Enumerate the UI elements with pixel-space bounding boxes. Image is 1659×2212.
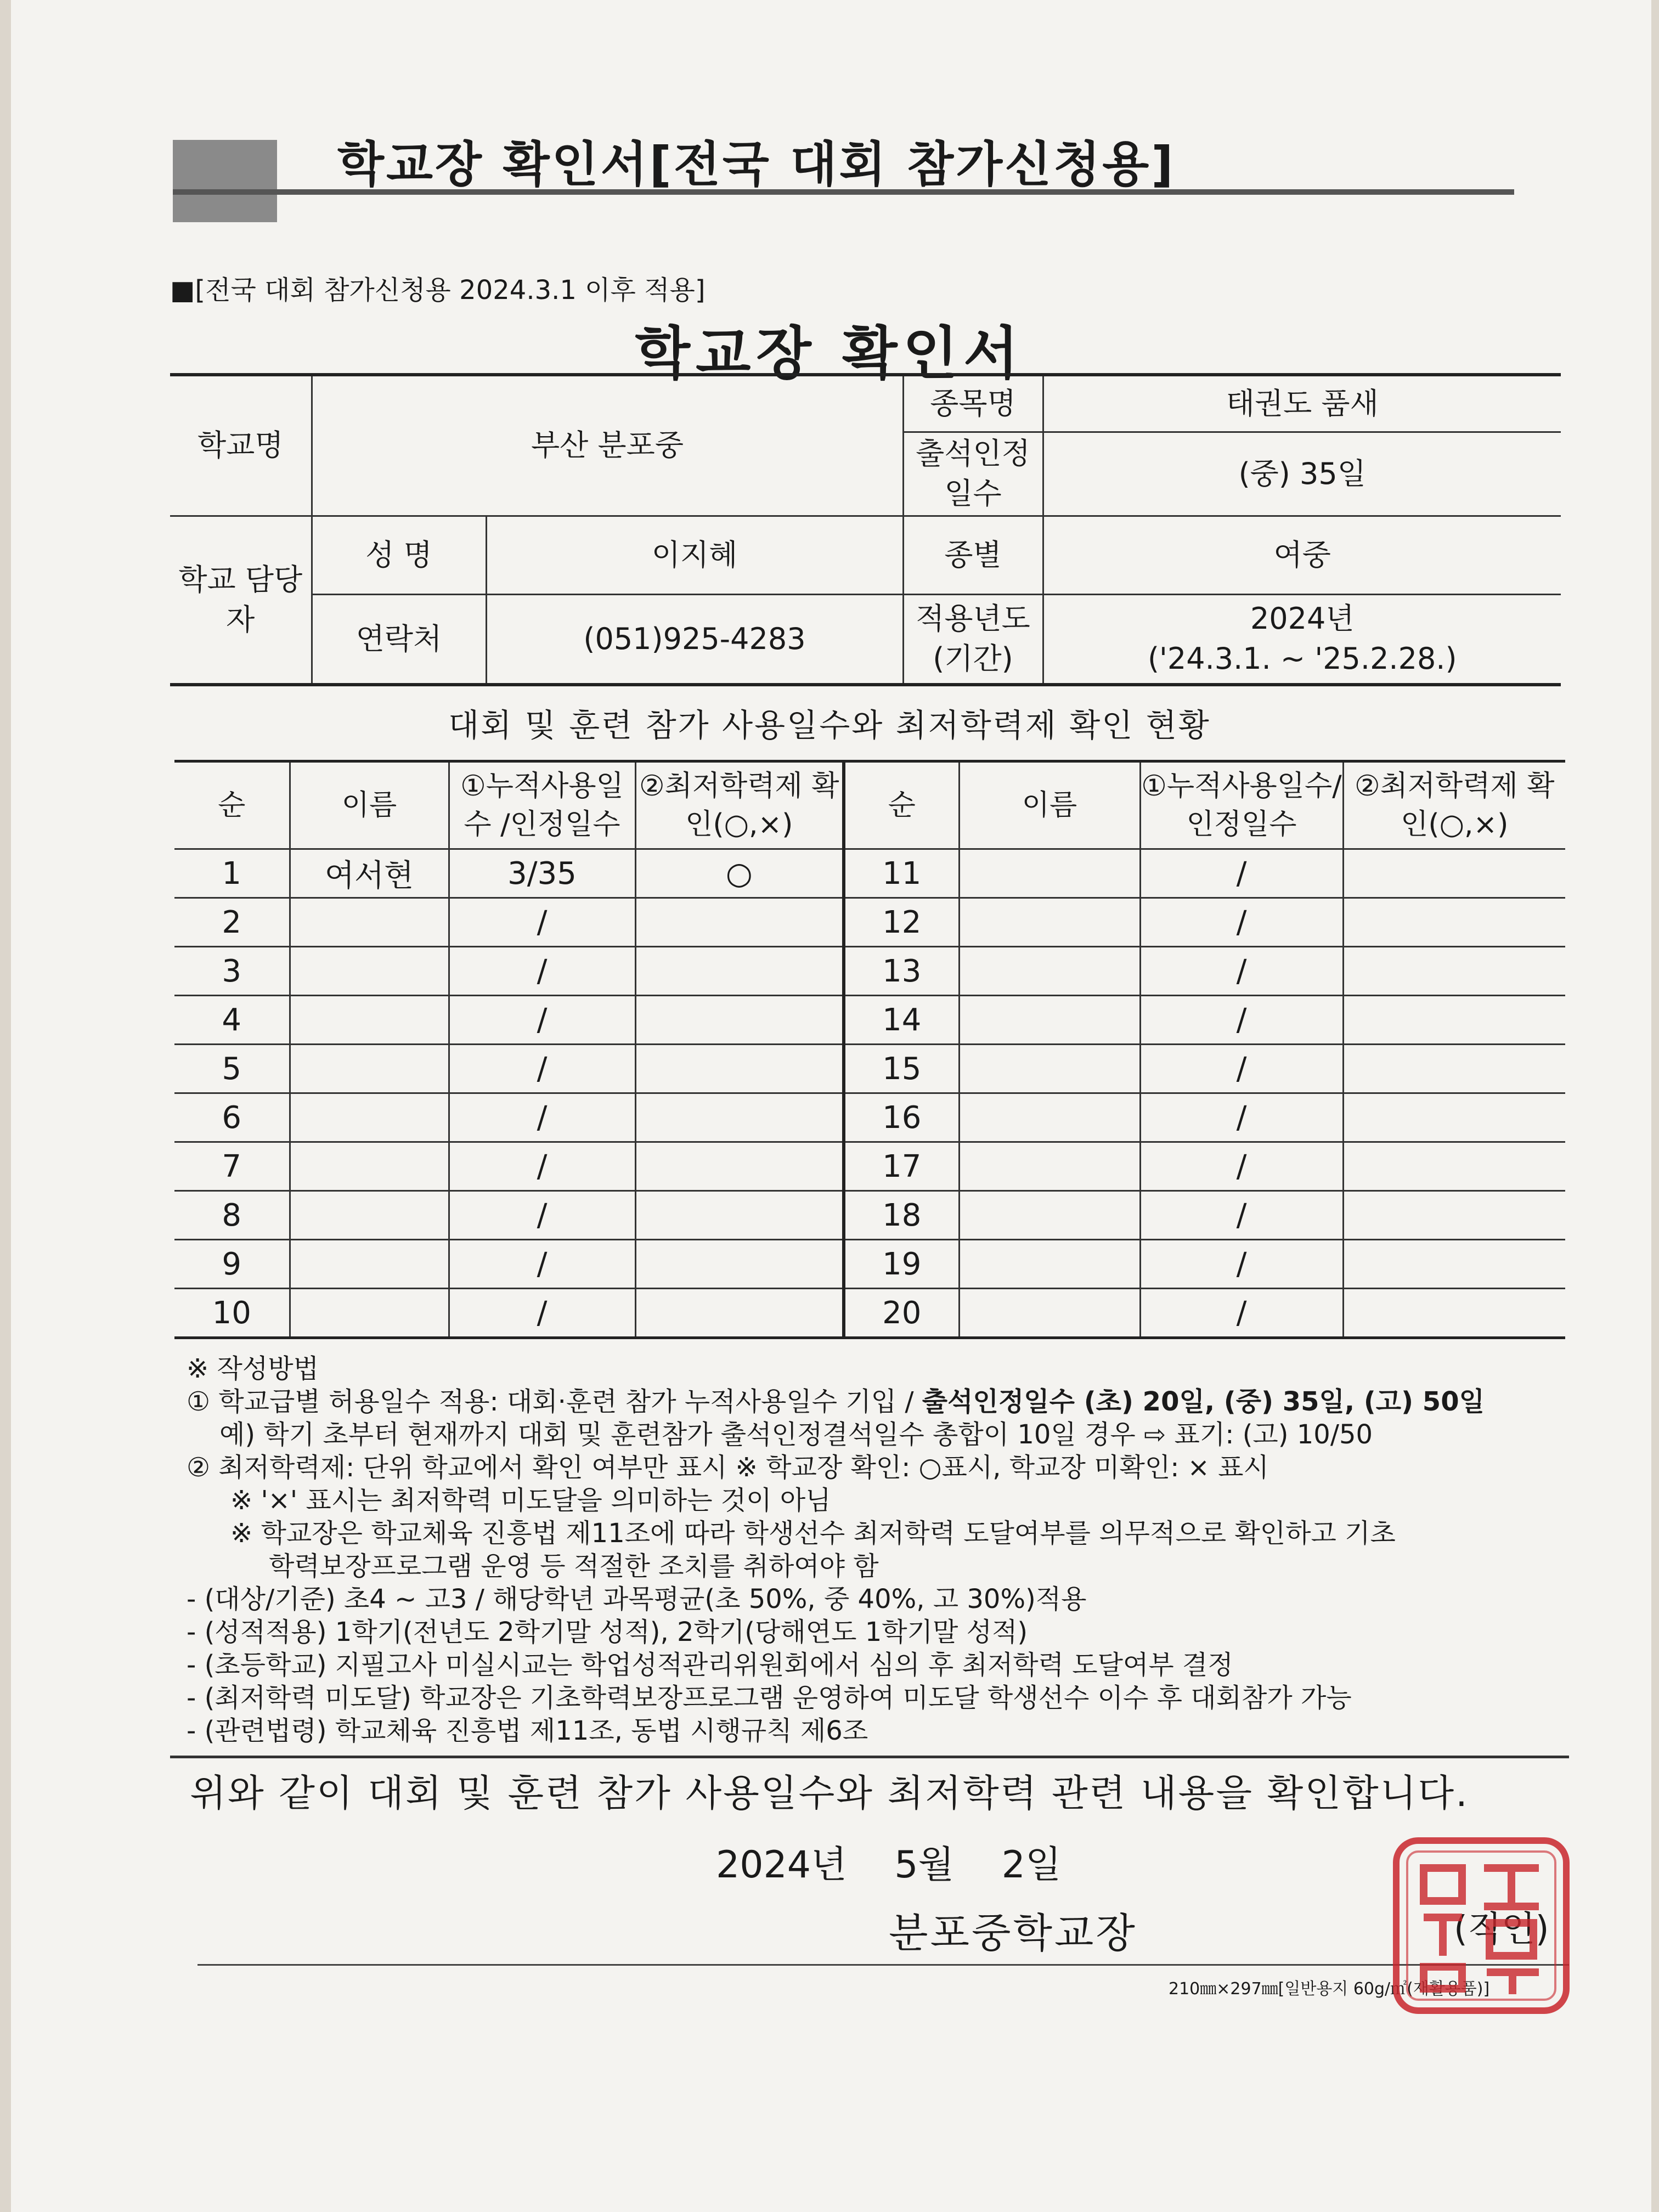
cell-days: 3/35: [449, 849, 635, 898]
instruction-line: - (최저학력 미도달) 학교장은 기초학력보장프로그램 운영하여 미도달 학생선수 이수 후 대회참가 가능: [187, 1683, 1352, 1713]
paper-spec-footer: 210㎜×297㎜[일반용지 60g/㎡(재활용품)]: [1169, 1979, 1490, 1999]
table-header-row: [174, 761, 1565, 849]
header-check-2: ②최저학력제 확인(○,×): [1343, 761, 1565, 849]
period-value: ('24.3.1. ~ '25.2.28.): [1147, 641, 1457, 676]
participation-table: [174, 760, 1565, 1339]
cell-check: ○: [635, 849, 844, 898]
cell-days: /: [449, 1289, 635, 1338]
cell-days-2: /: [1140, 1240, 1343, 1289]
instruction-line: - (대상/기준) 초4 ~ 고3 / 해당학년 과목평균(초 50%, 중 40%, 고 30%)적용: [187, 1584, 1087, 1615]
contact-label: 연락처: [312, 595, 486, 685]
cell-seq: 10: [174, 1289, 290, 1338]
instruction-line: ※ 학교장은 학교체육 진흥법 제11조에 따라 학생선수 최저학력 도달여부를 의무적으로 확인하고 기초: [230, 1518, 1396, 1549]
cell-name: [290, 1093, 449, 1142]
instruction-line: - (성적적용) 1학기(전년도 2학기말 성적), 2학기(당해연도 1학기말 성적): [187, 1617, 1028, 1647]
cell-check-2: [1343, 1240, 1565, 1289]
instruction-line: ※ '×' 표시는 최저학력 미도달을 의미하는 것이 아님: [230, 1485, 831, 1516]
cell-check-2: [1343, 1289, 1565, 1338]
cell-name-2: [959, 849, 1140, 898]
header-gray-box: [173, 140, 277, 222]
cell-name-2: [959, 1093, 1140, 1142]
cell-days-2: /: [1140, 947, 1343, 996]
table-row: [174, 947, 1565, 996]
instruction-line: - (초등학교) 지필고사 미실시교는 학업성적관리위원회에서 심의 후 최저학력 도달여부 결정: [187, 1650, 1233, 1680]
instruction-text: ① 학교급별 허용일수 적용: 대회·훈련 참가 누적사용일수 기입 /: [187, 1386, 922, 1417]
principal-title: 분포중학교장: [889, 1910, 1137, 1957]
table-row: [174, 1045, 1565, 1093]
cell-check: [635, 898, 844, 947]
info-table: [170, 373, 1561, 686]
instruction-line: ② 최저학력제: 단위 학교에서 확인 여부만 표시 ※ 학교장 확인: ○표시, 학교장 미확인: × 표시: [187, 1452, 1269, 1483]
cell-name-2: [959, 996, 1140, 1045]
cell-check-2: [1343, 996, 1565, 1045]
school-value: 부산 분포중: [312, 375, 903, 516]
instruction-line: [187, 1385, 1569, 1418]
cell-days: /: [449, 947, 635, 996]
cell-seq: 1: [174, 849, 290, 898]
cell-days-2: /: [1140, 1142, 1343, 1191]
cell-check-2: [1343, 849, 1565, 898]
instructions: [187, 1352, 1569, 1747]
cell-seq: 4: [174, 996, 290, 1045]
cell-seq-2: 11: [844, 849, 959, 898]
attend-label: 출석인정 일수: [903, 432, 1043, 516]
cell-check-2: [1343, 898, 1565, 947]
cell-check-2: [1343, 1191, 1565, 1240]
cell-days: /: [449, 996, 635, 1045]
cell-seq-2: 15: [844, 1045, 959, 1093]
footer-rule: [198, 1964, 1569, 1966]
cell-days-2: /: [1140, 1045, 1343, 1093]
instruction-line: 예) 학기 초부터 현재까지 대회 및 훈련참가 출석인정결석일수 총합이 10일 경우 ⇨ 표기: (고) 10/50: [219, 1419, 1373, 1450]
instruction-line: 학력보장프로그램 운영 등 적절한 조치를 취하여야 함: [269, 1551, 879, 1582]
event-value: 태권도 품새: [1043, 375, 1561, 432]
cell-seq: 6: [174, 1093, 290, 1142]
cell-name-2: [959, 1289, 1140, 1338]
cell-days: /: [449, 1142, 635, 1191]
cell-seq: 7: [174, 1142, 290, 1191]
cell-name-2: [959, 947, 1140, 996]
table-row: [174, 1191, 1565, 1240]
name-label: 성 명: [312, 516, 486, 595]
cell-seq: 2: [174, 898, 290, 947]
cell-check-2: [1343, 1045, 1565, 1093]
date-year: 2024년: [716, 1843, 847, 1887]
cell-name-2: [959, 1045, 1140, 1093]
year-value: 2024년: [1250, 601, 1355, 636]
cell-seq-2: 19: [844, 1240, 959, 1289]
cell-seq-2: 14: [844, 996, 959, 1045]
seal-mark-text: (직인): [1454, 1909, 1549, 1950]
cell-check-2: [1343, 1093, 1565, 1142]
cell-check: [635, 1191, 844, 1240]
table-row: [174, 1093, 1565, 1142]
cell-seq-2: 17: [844, 1142, 959, 1191]
header-seq-2: 순: [844, 761, 959, 849]
cell-days-2: /: [1140, 849, 1343, 898]
applicability-note: ■[전국 대회 참가신청용 2024.3.1 이후 적용]: [170, 275, 706, 306]
attend-value: (중) 35일: [1043, 432, 1561, 516]
cell-check: [635, 1142, 844, 1191]
cell-check: [635, 1093, 844, 1142]
header-days-2: ①누적사용일수/ 인정일수: [1140, 761, 1343, 849]
date-day: 2일: [1001, 1843, 1062, 1887]
header-seq: 순: [174, 761, 290, 849]
cell-name: [290, 947, 449, 996]
contact-value: (051)925-4283: [486, 595, 903, 685]
school-seal-stamp: [1391, 1835, 1572, 2016]
cell-seq-2: 12: [844, 898, 959, 947]
cell-check: [635, 996, 844, 1045]
gender-label: 종별: [903, 516, 1043, 595]
header-days: ①누적사용일수 /인정일수: [449, 761, 635, 849]
cell-name: [290, 1142, 449, 1191]
cell-name: [290, 1240, 449, 1289]
cell-days: /: [449, 898, 635, 947]
cell-check-2: [1343, 1142, 1565, 1191]
cell-seq-2: 18: [844, 1191, 959, 1240]
cell-check: [635, 947, 844, 996]
table-row: [174, 898, 1565, 947]
cell-name: [290, 1191, 449, 1240]
cell-name: 여서현: [290, 849, 449, 898]
cell-days: /: [449, 1045, 635, 1093]
instruction-bold: 출석인정일수 (초) 20일, (중) 35일, (고) 50일: [922, 1386, 1485, 1417]
school-label: 학교명: [170, 375, 312, 516]
table-row: [174, 849, 1565, 898]
cell-name-2: [959, 898, 1140, 947]
instructions-heading: ※ 작성방법: [187, 1353, 319, 1384]
table-row: [174, 1289, 1565, 1338]
cell-check: [635, 1289, 844, 1338]
name-value: 이지혜: [486, 516, 903, 595]
gender-value: 여중: [1043, 516, 1561, 595]
cell-seq: 8: [174, 1191, 290, 1240]
header-check: ②최저학력제 확인(○,×): [635, 761, 844, 849]
cell-days-2: /: [1140, 1191, 1343, 1240]
cell-name: [290, 1289, 449, 1338]
cell-days-2: /: [1140, 1093, 1343, 1142]
cell-name-2: [959, 1191, 1140, 1240]
header-title: 학교장 확인서[전국 대회 참가신청용]: [337, 136, 1176, 193]
cell-days-2: /: [1140, 898, 1343, 947]
cell-name: [290, 898, 449, 947]
cell-seq-2: 13: [844, 947, 959, 996]
header-name-2: 이름: [959, 761, 1140, 849]
year-label: 적용년도 (기간): [903, 595, 1043, 685]
cell-name-2: [959, 1240, 1140, 1289]
date-month: 5월: [894, 1843, 955, 1887]
cell-days: /: [449, 1240, 635, 1289]
cell-seq: 3: [174, 947, 290, 996]
document-title: 학교장 확인서: [635, 320, 1024, 387]
table-row: [174, 1240, 1565, 1289]
cell-seq-2: 20: [844, 1289, 959, 1338]
cell-days: /: [449, 1191, 635, 1240]
cell-days-2: /: [1140, 1289, 1343, 1338]
section-title: 대회 및 훈련 참가 사용일수와 최저학력제 확인 현황: [448, 707, 1211, 744]
event-label: 종목명: [903, 375, 1043, 432]
header-name: 이름: [290, 761, 449, 849]
cell-seq: 5: [174, 1045, 290, 1093]
instruction-line: - (관련법령) 학교체육 진흥법 제11조, 동법 시행규칙 제6조: [187, 1716, 868, 1746]
cell-seq: 9: [174, 1240, 290, 1289]
cell-check-2: [1343, 947, 1565, 996]
table-row: [174, 1142, 1565, 1191]
issue-date: [716, 1835, 1062, 1888]
cell-seq-2: 16: [844, 1093, 959, 1142]
table-row: [174, 996, 1565, 1045]
year-cell: [1043, 595, 1561, 685]
staff-label: 학교 담당자: [170, 516, 312, 685]
cell-name: [290, 1045, 449, 1093]
cell-check: [635, 1240, 844, 1289]
cell-days-2: /: [1140, 996, 1343, 1045]
cell-days: /: [449, 1093, 635, 1142]
cell-name: [290, 996, 449, 1045]
separator-rule: [170, 1756, 1569, 1758]
confirmation-text: 위와 같이 대회 및 훈련 참가 사용일수와 최저학력 관련 내용을 확인합니다.: [190, 1772, 1469, 1815]
cell-check: [635, 1045, 844, 1093]
cell-name-2: [959, 1142, 1140, 1191]
